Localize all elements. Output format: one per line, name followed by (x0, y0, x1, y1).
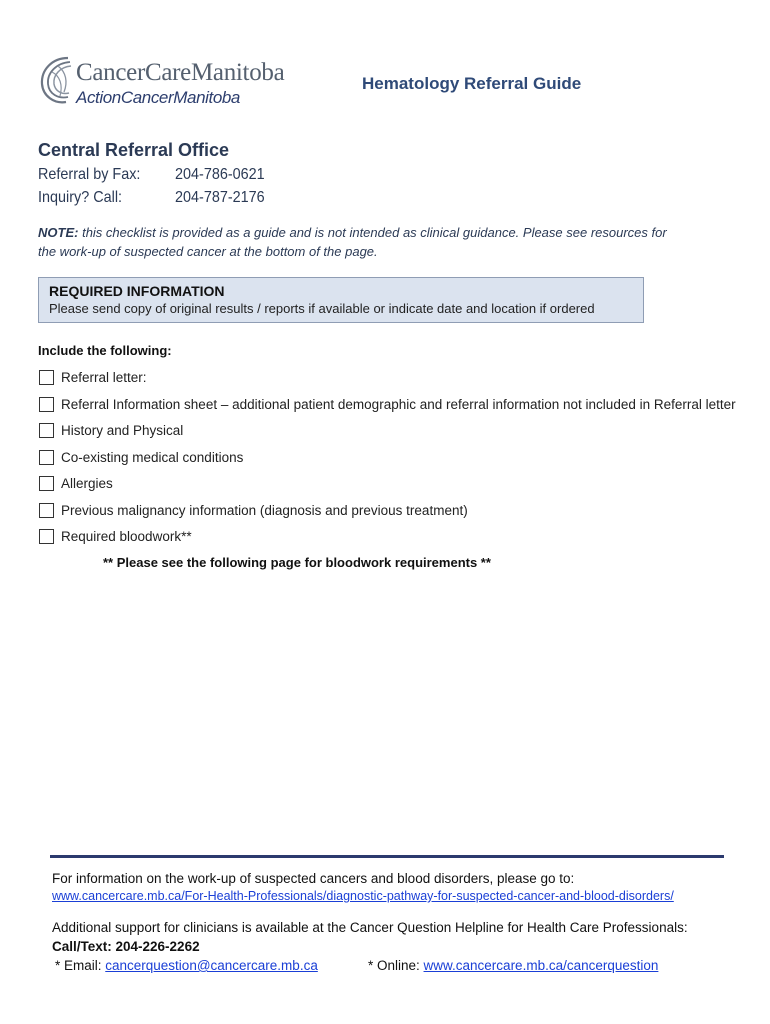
cancercare-logo (38, 52, 288, 112)
checklist-item-coexisting-conditions[interactable] (39, 450, 243, 465)
checklist-item-label: History and Physical (61, 423, 184, 438)
checkbox[interactable] (39, 503, 54, 518)
logo-text-actioncancer: ActionCancerManitoba (76, 88, 240, 107)
call-text-number: Call/Text: 204-226-2262 (52, 939, 200, 954)
email-label: * Email: (55, 958, 106, 973)
note-label: NOTE: (38, 225, 79, 240)
required-info-box (38, 277, 644, 323)
required-info-title: REQUIRED INFORMATION (49, 283, 225, 299)
disclaimer-note (38, 223, 678, 261)
online-label: * Online: (368, 958, 424, 973)
inquiry-label: Inquiry? Call: (38, 189, 123, 206)
checkbox[interactable] (39, 370, 54, 385)
checklist-item-label: Previous malignancy information (diagnosis and previous treatment) (61, 503, 468, 518)
checkbox[interactable] (39, 397, 54, 412)
logo-text-cancercare: CancerCareManitoba (76, 59, 285, 86)
inquiry-number: 204-787-2176 (175, 189, 265, 206)
note-text: this checklist is provided as a guide and is not intended as clinical guidance. Please see resources for the work-up of suspected cancer at the bottom of the page. (38, 225, 667, 259)
checkbox[interactable] (39, 476, 54, 491)
page-title: Hematology Referral Guide (362, 74, 582, 93)
checklist-item-referral-info-sheet[interactable] (39, 397, 736, 412)
checklist-item-allergies[interactable] (39, 476, 113, 491)
checkbox[interactable] (39, 423, 54, 438)
checklist-item-label: Co-existing medical conditions (61, 450, 244, 465)
checklist-item-label: Referral Information sheet – additional patient demographic and referral information not included in Referral letter (61, 397, 736, 412)
logo-swirl-icon (38, 52, 78, 112)
checklist-item-referral-letter[interactable] (39, 370, 147, 385)
checkbox[interactable] (39, 529, 54, 544)
fax-label: Referral by Fax: (38, 166, 141, 183)
checklist-item-label: Allergies (61, 476, 113, 491)
fax-number: 204-786-0621 (175, 166, 265, 183)
footer-support-text: Additional support for clinicians is available at the Cancer Question Helpline for Health Care Professionals: (52, 920, 688, 935)
email-link[interactable]: cancerquestion@cancercare.mb.ca (105, 958, 318, 973)
online-link[interactable]: www.cancercare.mb.ca/cancerquestion (423, 958, 659, 973)
bloodwork-note: ** Please see the following page for bloodwork requirements ** (103, 555, 491, 570)
checklist-item-history-physical[interactable] (39, 423, 183, 438)
checklist-item-label: Required bloodwork** (61, 529, 192, 544)
diagnostic-pathway-link[interactable]: www.cancercare.mb.ca/For-Health-Professionals/diagnostic-pathway-for-suspected-cancer-and-blood-disorders/ (52, 889, 674, 903)
central-office-title: Central Referral Office (38, 140, 230, 160)
checklist-item-previous-malignancy[interactable] (39, 503, 468, 518)
checklist-heading: Include the following: (38, 343, 172, 358)
checklist-item-required-bloodwork[interactable] (39, 529, 192, 544)
checkbox[interactable] (39, 450, 54, 465)
footer-info-text: For information on the work-up of suspected cancers and blood disorders, please go to: (52, 871, 575, 886)
checklist-item-label: Referral letter: (61, 370, 147, 385)
footer-divider (50, 855, 724, 858)
required-info-description: Please send copy of original results / reports if available or indicate date and location if ordered (49, 301, 595, 316)
